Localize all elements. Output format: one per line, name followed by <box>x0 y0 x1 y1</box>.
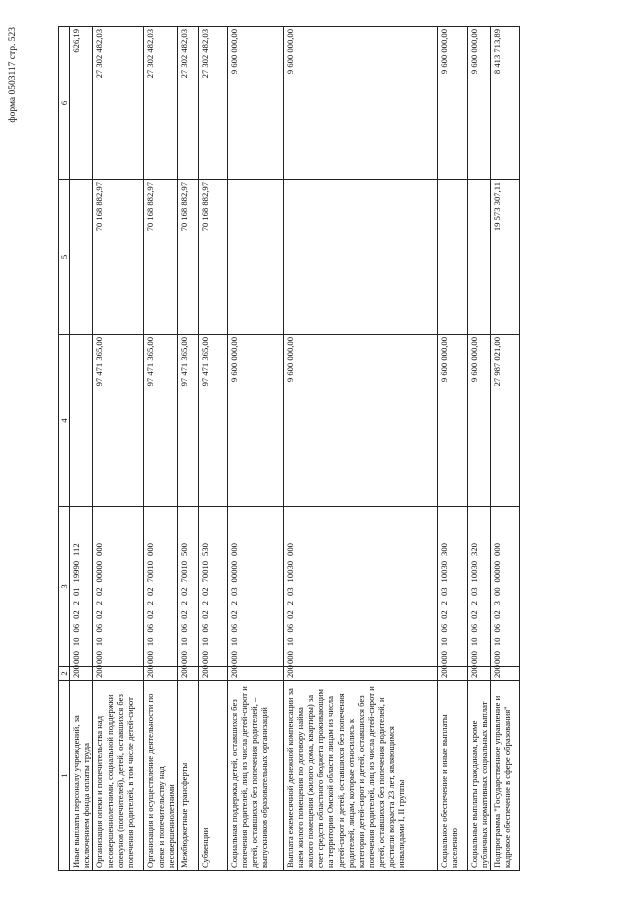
line-code: 200 <box>437 667 467 681</box>
code-segment: 06 <box>94 623 105 633</box>
approved-amount: 97 471 365,00 <box>144 335 177 507</box>
table-row <box>177 27 198 871</box>
line-code: 200 <box>177 667 198 681</box>
table-row <box>467 27 490 871</box>
code-segment: 10 <box>94 637 105 647</box>
code-segment: 02 <box>199 587 210 597</box>
code-segment: 03 <box>228 587 239 597</box>
table-row <box>144 27 177 871</box>
code-segment: 02 <box>145 587 156 597</box>
executed-amount: 70 168 882,97 <box>177 180 198 335</box>
code-segment: 10 <box>468 637 479 647</box>
executed-amount: 70 168 882,97 <box>144 180 177 335</box>
code-segment: 02 <box>468 610 479 619</box>
row-name: Межбюджетные трансферты <box>177 681 198 871</box>
code-segment: 000 <box>228 543 239 556</box>
column-number-row <box>59 27 70 871</box>
code-segment: 3 <box>492 601 503 606</box>
table-row <box>227 27 283 871</box>
code-segment: 10 <box>145 637 156 647</box>
unexecuted-amount: 27 302 482,03 <box>198 27 227 180</box>
executed-amount: 70 168 882,97 <box>198 180 227 335</box>
code-segment: 10030 <box>438 560 449 583</box>
code-segment: 000 <box>438 651 449 664</box>
column-number: 3 <box>59 507 70 667</box>
unexecuted-amount: 9 600 000,00 <box>467 27 490 180</box>
code-segment: 000 <box>71 651 82 664</box>
row-name: Организация опеки и попечительства над несовершеннолетними, социальной поддержки опекунов (попечителей), детей, оставшихся без попечения родителей, в том числе детей-сирот <box>93 681 144 871</box>
code-segment: 000 <box>468 651 479 664</box>
code-segment: 2 <box>228 601 239 606</box>
budget-classification-code <box>198 507 227 667</box>
approved-amount: 9 600 000,00 <box>283 335 437 507</box>
budget-classification-code <box>177 507 198 667</box>
code-segment: 02 <box>284 610 295 619</box>
code-segment: 2 <box>468 601 479 606</box>
code-segment: 10 <box>438 637 449 647</box>
code-segment: 000 <box>178 651 189 664</box>
code-segment: 06 <box>228 623 239 633</box>
row-name: Социальная поддержка детей, оставшихся без попечения родителей, лиц из числа детей-сирот и детей, оставшихся без попечения родителей, – выпускников образовательных организаций <box>227 681 283 871</box>
table-row <box>437 27 467 871</box>
row-name: Выплата ежемесячной денежной компенсации за наем жилого помещения по договору найма жилого помещения (жилого дома, квартиры) за счет средств областного бюджета проживающим на территории Омской области лицам из числа детей-сирот и детей, оставшихся без попечения родителей, лицам, которые относились к категории детей-сирот и детей, оставшихся без попечения родителей, лиц из числа детей-сирот и детей, оставшихся без попечения родителей, и достигли возраста 23 лет, являющимся инвалидами I, II группы <box>283 681 437 871</box>
code-segment: 000 <box>284 651 295 664</box>
code-segment: 02 <box>438 610 449 619</box>
code-segment: 000 <box>94 651 105 664</box>
code-segment: 10 <box>71 637 82 647</box>
code-segment: 70010 <box>145 560 156 583</box>
line-code: 200 <box>467 667 490 681</box>
code-segment: 02 <box>178 587 189 597</box>
code-segment: 02 <box>178 610 189 619</box>
code-segment: 00000 <box>94 560 105 583</box>
code-segment: 2 <box>94 601 105 606</box>
code-segment: 320 <box>468 543 479 556</box>
row-name: Субвенции <box>198 681 227 871</box>
approved-amount: 9 600 000,00 <box>227 335 283 507</box>
column-number: 1 <box>59 681 70 871</box>
code-segment: 02 <box>199 610 210 619</box>
executed-amount: 19 573 307,11 <box>491 180 520 335</box>
table-row <box>70 27 93 871</box>
executed-amount <box>70 180 93 335</box>
code-segment: 2 <box>145 601 156 606</box>
code-segment: 10030 <box>284 560 295 583</box>
code-segment: 02 <box>94 610 105 619</box>
code-segment: 10 <box>492 637 503 647</box>
budget-classification-code <box>70 507 93 667</box>
unexecuted-amount: 27 302 482,03 <box>144 27 177 180</box>
column-number: 6 <box>59 27 70 180</box>
code-segment: 000 <box>94 543 105 556</box>
code-segment: 00000 <box>228 560 239 583</box>
code-segment: 10 <box>228 637 239 647</box>
code-segment: 000 <box>199 651 210 664</box>
line-code: 200 <box>283 667 437 681</box>
code-segment: 10 <box>284 637 295 647</box>
table-row <box>491 27 520 871</box>
line-code: 200 <box>198 667 227 681</box>
line-code: 200 <box>93 667 144 681</box>
row-name: Социальное обеспечение и иные выплаты населению <box>437 681 467 871</box>
row-name: Организация и осуществление деятельности по опеке и попечительству над несовершеннолетними <box>144 681 177 871</box>
budget-report-table <box>58 26 520 871</box>
code-segment: 00 <box>492 587 503 597</box>
code-segment: 2 <box>199 601 210 606</box>
line-code: 200 <box>144 667 177 681</box>
line-code: 200 <box>491 667 520 681</box>
code-segment: 06 <box>284 623 295 633</box>
code-segment: 06 <box>199 623 210 633</box>
code-segment: 2 <box>178 601 189 606</box>
budget-classification-code <box>227 507 283 667</box>
code-segment: 000 <box>145 651 156 664</box>
code-segment: 000 <box>284 543 295 556</box>
code-segment: 300 <box>438 543 449 556</box>
code-segment: 00000 <box>492 560 503 583</box>
code-segment: 2 <box>71 601 82 606</box>
code-segment: 500 <box>178 543 189 556</box>
row-name: Подпрограмма "Государственное управление и кадровое обеспечение в сфере образования" <box>491 681 520 871</box>
budget-classification-code <box>93 507 144 667</box>
code-segment: 530 <box>199 543 210 556</box>
column-number: 4 <box>59 335 70 507</box>
row-name: Социальные выплаты гражданам, кроме публичных нормативных социальных выплат <box>467 681 490 871</box>
code-segment: 19990 <box>71 560 82 583</box>
form-label: форма 0503117 стр. 523 <box>8 27 18 123</box>
code-segment: 06 <box>145 623 156 633</box>
unexecuted-amount: 626,19 <box>70 27 93 180</box>
code-segment: 01 <box>71 587 82 597</box>
code-segment: 000 <box>145 543 156 556</box>
code-segment: 10030 <box>468 560 479 583</box>
row-name: Иные выплаты персоналу учреждений, за исключением фонда оплаты труда <box>70 681 93 871</box>
unexecuted-amount: 8 413 713,89 <box>491 27 520 180</box>
code-segment: 2 <box>284 601 295 606</box>
code-segment: 10 <box>199 637 210 647</box>
table-row <box>283 27 437 871</box>
unexecuted-amount: 9 600 000,00 <box>437 27 467 180</box>
code-segment: 112 <box>71 543 82 556</box>
code-segment: 02 <box>228 610 239 619</box>
code-segment: 000 <box>492 543 503 556</box>
code-segment: 06 <box>468 623 479 633</box>
table-row <box>93 27 144 871</box>
code-segment: 000 <box>228 651 239 664</box>
approved-amount: 27 987 021,00 <box>491 335 520 507</box>
code-segment: 06 <box>178 623 189 633</box>
unexecuted-amount: 27 302 482,03 <box>93 27 144 180</box>
approved-amount <box>70 335 93 507</box>
code-segment: 02 <box>94 587 105 597</box>
code-segment: 02 <box>492 610 503 619</box>
code-segment: 70010 <box>178 560 189 583</box>
budget-classification-code <box>283 507 437 667</box>
unexecuted-amount: 9 600 000,00 <box>227 27 283 180</box>
code-segment: 03 <box>284 587 295 597</box>
code-segment: 06 <box>71 623 82 633</box>
executed-amount <box>227 180 283 335</box>
code-segment: 10 <box>178 637 189 647</box>
budget-classification-code <box>467 507 490 667</box>
unexecuted-amount: 27 302 482,03 <box>177 27 198 180</box>
line-code: 200 <box>227 667 283 681</box>
column-number: 5 <box>59 180 70 335</box>
column-number: 2 <box>59 667 70 681</box>
approved-amount: 9 600 000,00 <box>467 335 490 507</box>
budget-classification-code <box>491 507 520 667</box>
executed-amount <box>283 180 437 335</box>
code-segment: 000 <box>492 651 503 664</box>
approved-amount: 97 471 365,00 <box>93 335 144 507</box>
code-segment: 03 <box>468 587 479 597</box>
code-segment: 02 <box>145 610 156 619</box>
executed-amount <box>467 180 490 335</box>
budget-classification-code <box>144 507 177 667</box>
executed-amount: 70 168 882,97 <box>93 180 144 335</box>
executed-amount <box>437 180 467 335</box>
code-segment: 70010 <box>199 560 210 583</box>
code-segment: 06 <box>492 623 503 633</box>
approved-amount: 9 600 000,00 <box>437 335 467 507</box>
code-segment: 06 <box>438 623 449 633</box>
budget-classification-code <box>437 507 467 667</box>
line-code: 200 <box>70 667 93 681</box>
table-row <box>198 27 227 871</box>
approved-amount: 97 471 365,00 <box>177 335 198 507</box>
code-segment: 03 <box>438 587 449 597</box>
unexecuted-amount: 9 600 000,00 <box>283 27 437 180</box>
approved-amount: 97 471 365,00 <box>198 335 227 507</box>
code-segment: 2 <box>438 601 449 606</box>
code-segment: 02 <box>71 610 82 619</box>
